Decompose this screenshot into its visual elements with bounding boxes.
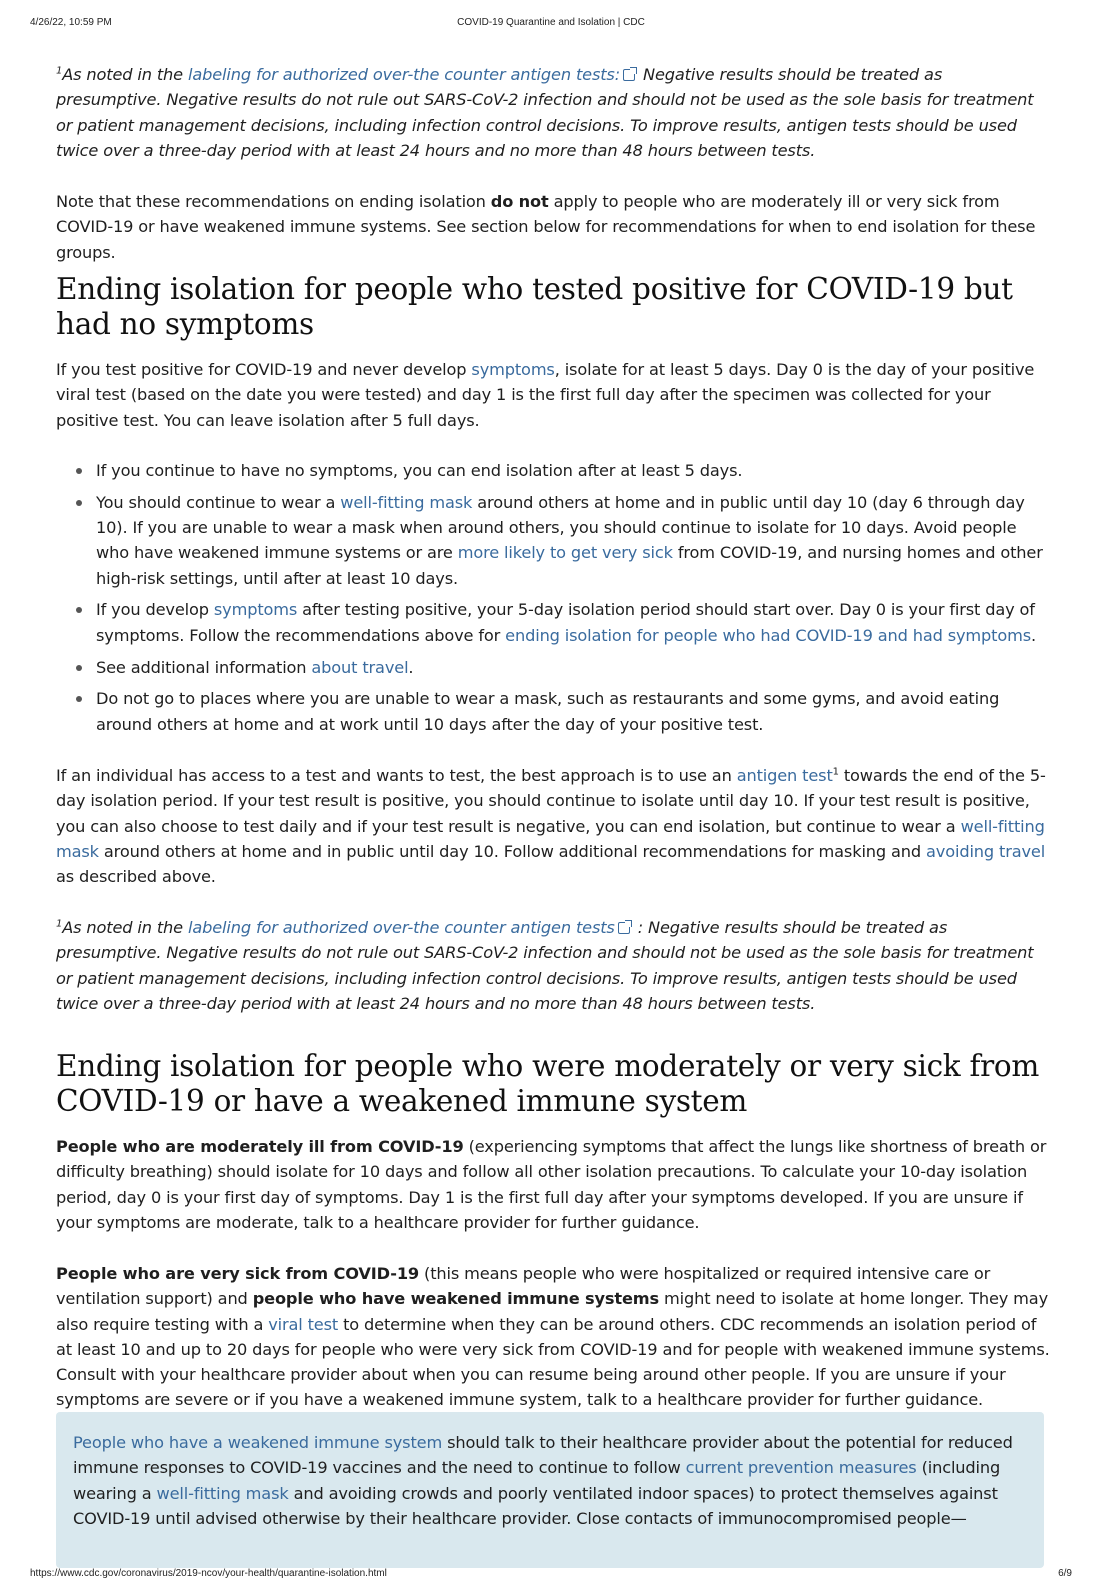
antigen-labeling-link[interactable]: labeling for authorized over-the counter antigen tests [187,918,615,937]
section-no-symptoms [56,272,1052,342]
very-sick-paragraph [56,1261,1052,1413]
avoiding-travel-link[interactable]: avoiding travel [926,841,1046,861]
intro-text-a: If you test positive for COVID-19 and never develop [56,360,472,379]
note-text-a: Note that these recommendations on ending isolation [56,192,491,211]
list-item [96,655,1052,680]
well-fitting-mask-link[interactable]: well-fitting mask [56,816,1045,861]
section-heading-moderately-sick: Ending isolation for people who were moderately or very sick from COVID-19 or have a weakened immune system [56,1049,1040,1118]
prevention-measures-link[interactable]: current prevention measures [685,1458,917,1478]
footnote-marker: 1 [832,766,839,778]
bullet-text: If you develop [96,600,214,620]
ending-isolation-symptoms-link[interactable]: ending isolation for people who had COVID-19 and had symptoms [505,625,1032,645]
print-page-number: 6/9 [1058,1568,1072,1579]
footnote-section1 [56,915,1052,1016]
viral-test-link[interactable]: viral test [268,1314,339,1334]
callout-text: and avoiding crowds and poorly ventilated indoor spaces) to protect themselves against COVID-19 until advised otherwise by their healthcare provider. Close contacts of immunocompromised people— [73,1483,998,1528]
well-fitting-mask-link[interactable]: well-fitting mask [156,1483,289,1503]
testing-text: as described above. [56,867,216,887]
testing-text: around others at home and in public until day 10. Follow additional recommendations for masking and [98,841,927,861]
intro-text-b: , isolate for at least 5 days. Day 0 is the day of your positive viral test (based on the date you were tested) and day 1 is the first full day after the specimen was collected for your positive test. You can leave isolation after 5 full days. [56,360,1035,430]
footnote-prefix: As noted in the [62,65,188,84]
bullet-text: If you continue to have no symptoms, you can end isolation after at least 5 days. [96,461,743,480]
symptoms-link[interactable]: symptoms [471,360,555,379]
external-link-icon[interactable] [623,69,635,81]
footnote-text: : Negative results should be treated as presumptive. Negative results do not rule out SARS-CoV-2 infection and should not be used as the sole basis for treatment or patient management decisions, including infection control decisions. To improve results, antigen tests should be used twice over a three-day period with at least 24 hours and no more than 48 hours between tests. [56,918,1034,1013]
list-item [96,490,1052,591]
bullet-text: after testing positive, your 5-day isolation period should start over. Day 0 is your first day of symptoms. Follow the recommendations above for [96,600,1035,645]
footnote-text: Negative results should be treated as presumptive. Negative results do not rule out SARS-CoV-2 infection and should not be used as the sole basis for treatment or patient management decisions, including infection control decisions. To improve results, antigen tests should be used twice over a three-day period with at least 24 hours and no more than 48 hours between tests. [56,65,1034,160]
print-footer [30,1568,1072,1582]
symptoms-link[interactable]: symptoms [213,600,298,620]
bullet-text: . [408,657,414,677]
about-travel-link[interactable]: about travel [311,657,409,677]
bullet-text: Do not go to places where you are unable to wear a mask, such as restaurants and some gyms, and avoid eating around others at home and at work until 10 days after the day of your positive test. [96,689,1000,734]
moderately-ill-label: People who are moderately ill from COVID-19 [56,1137,464,1156]
footnote-marker: 1 [56,918,63,930]
footnote-top [56,62,1052,163]
weakened-immune-label: people who have weakened immune systems [252,1289,660,1309]
immunocompromised-callout [56,1412,1044,1568]
footnote-marker: 1 [56,65,63,77]
print-header [30,17,1072,31]
very-sick-text: might need to isolate at home longer. They may also require testing with a [56,1289,1049,1334]
antigen-labeling-link[interactable]: labeling for authorized over-the counter antigen tests: [187,65,621,84]
moderately-ill-text: (experiencing symptoms that affect the lungs like shortness of breath or difficulty breathing) should isolate for 10 days and follow all other isolation precautions. To calculate your 10-day isolation period, day 0 is your first day of symptoms. Day 1 is the first full day after your symptoms developed. If you are unsure if your symptoms are moderate, talk to a healthcare provider for further guidance. [56,1137,1047,1232]
more-likely-sick-link[interactable]: more likely to get very sick [457,543,673,563]
no-symptoms-bullets [56,458,1052,743]
list-item [96,458,1052,483]
antigen-test-link[interactable]: antigen test [736,766,833,785]
testing-text: If an individual has access to a test and wants to test, the best approach is to use an [56,766,737,785]
moderately-ill-paragraph [56,1134,1052,1235]
print-page-title: COVID-19 Quarantine and Isolation | CDC [457,17,645,28]
note-text-b: apply to people who are moderately ill or very sick from COVID-19 or have weakened immune systems. See section below for recommendations for when to end isolation for these groups. [56,192,1036,262]
bullet-text: See additional information [96,657,312,677]
bullet-text: from COVID-19, and nursing homes and other high-risk settings, until after at least 10 days. [96,543,1043,588]
callout-text: should talk to their healthcare provider about the potential for reduced immune responses to COVID-19 vaccines and the need to continue to follow [73,1433,1013,1478]
external-link-icon[interactable] [618,922,630,934]
very-sick-text: to determine when they can be around others. CDC recommends an isolation period of at least 10 and up to 20 days for people who were very sick from COVID-19 and for people with weakened immune systems. Consult with your healthcare provider about when you can resume being around other people. If you are unsure if your symptoms are severe or if you have a weakened immune system, talk to a healthcare provider for further guidance. [56,1314,1050,1410]
section-moderately-sick [56,1049,1052,1119]
print-datetime: 4/26/22, 10:59 PM [30,17,112,28]
footnote-prefix: As noted in the [62,918,188,937]
section-heading-no-symptoms: Ending isolation for people who tested positive for COVID-19 but had no symptoms [56,272,1013,341]
bullet-text: around others at home and in public until day 10 (day 6 through day 10). If you are unable to wear a mask when around others, you should continue to isolate for 10 days. Avoid people who have weakened immune systems or are [96,492,1025,563]
note-emphasis: do not [490,192,549,211]
bullet-text: . [1031,625,1037,645]
very-sick-text: (this means people who were hospitalized or required intensive care or ventilation support) and [56,1264,991,1309]
callout-text: (including wearing a [73,1458,1001,1503]
testing-paragraph [56,763,1052,889]
well-fitting-mask-link[interactable]: well-fitting mask [340,492,473,512]
testing-text: towards the end of the 5-day isolation period. If your test result is positive, you should continue to isolate until day 10. If your test result is positive, you can also choose to test daily and if your test result is negative, you can end isolation, but continue to wear a [56,766,1046,836]
list-item [96,597,1052,648]
bullet-text: You should continue to wear a [96,492,341,512]
note-paragraph [56,189,1052,265]
print-url: https://www.cdc.gov/coronavirus/2019-ncov/your-health/quarantine-isolation.html [30,1568,387,1579]
no-symptoms-intro [56,357,1052,433]
very-sick-label: People who are very sick from COVID-19 [56,1264,420,1283]
weakened-immune-system-link[interactable]: People who have a weakened immune system [73,1433,443,1452]
list-item [96,686,1052,737]
